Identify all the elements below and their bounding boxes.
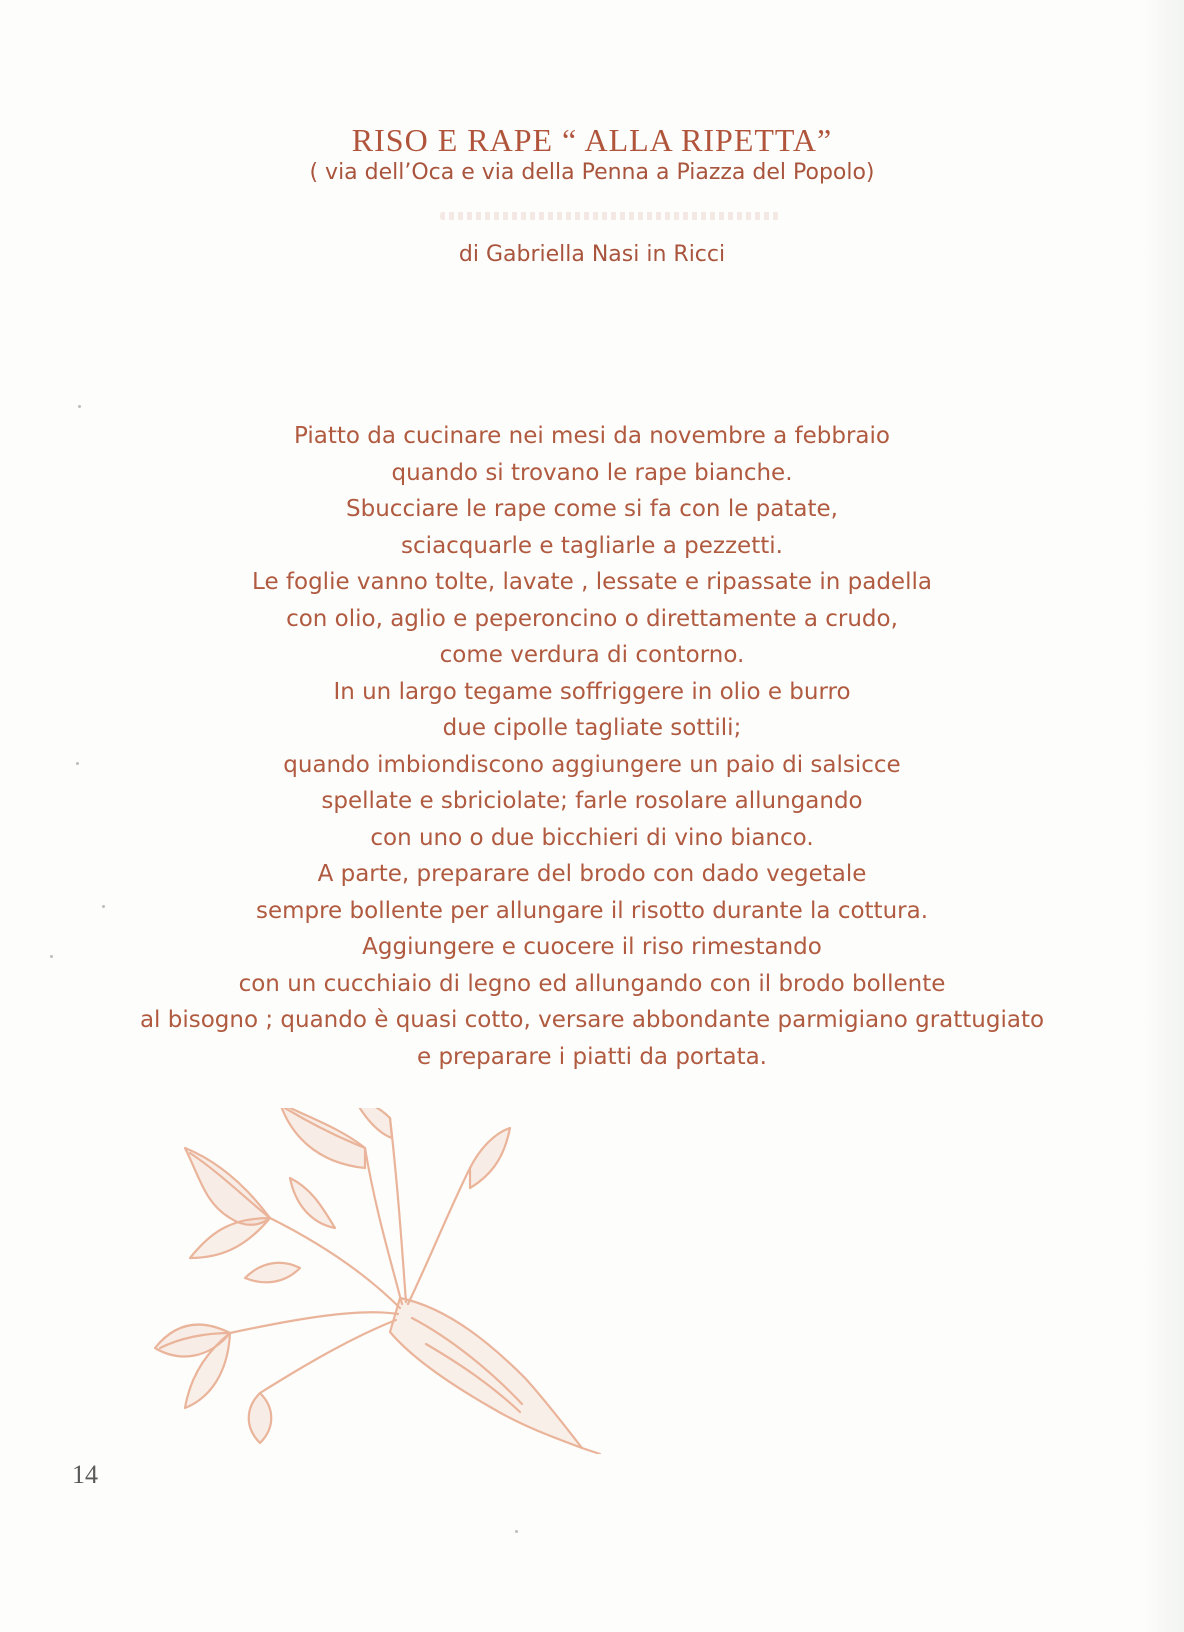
recipe-subtitle: ( via dell’Oca e via della Penna a Piazza del Popolo) (309, 160, 875, 185)
body-line: con olio, aglio e peperoncino o direttamente a crudo, (286, 605, 898, 632)
body-line: come verdura di contorno. (439, 642, 745, 668)
body-line: Piatto da cucinare nei mesi da novembre a febbraio (294, 423, 890, 449)
body-line: e preparare i piatti da portata. (416, 1043, 767, 1070)
body-line: Aggiungere e cuocere il riso rimestando (362, 934, 822, 960)
recipe-title: RISO E RAPE “ ALLA RIPETTA” (351, 122, 833, 158)
body-line: A parte, preparare del brodo con dado vegetale (317, 861, 867, 887)
body-line: spellate e sbriciolate; farle rosolare allungando (321, 788, 863, 814)
body-line: due cipolle tagliate sottili; (442, 715, 742, 741)
recipe-author: di Gabriella Nasi in Ricci (458, 242, 726, 267)
scan-speck (515, 1530, 518, 1533)
scan-speck (78, 405, 81, 408)
scan-speck (102, 905, 105, 908)
turnip-illustration-icon (150, 1108, 610, 1454)
body-line: al bisogno ; quando è quasi cotto, versare abbondante parmigiano grattugiato (139, 1007, 1045, 1033)
recipe-body (0, 418, 1184, 1075)
body-line: Le foglie vanno tolte, lavate , lessate e ripassate in padella (252, 569, 932, 595)
body-line: con un cucchiaio di legno ed allungando con il brodo bollente (238, 970, 946, 997)
body-line: Sbucciare le rape come si fa con le patate, (346, 496, 838, 522)
page-number: 14 (72, 1460, 98, 1489)
bleed-through-mark (440, 212, 780, 220)
body-line: sempre bollente per allungare il risotto durante la cottura. (255, 897, 929, 924)
body-line: In un largo tegame soffriggere in olio e burro (333, 678, 851, 705)
body-line: quando imbiondiscono aggiungere un paio di salsicce (283, 751, 901, 778)
body-line: con uno o due bicchieri di vino bianco. (370, 824, 814, 851)
scan-speck (76, 762, 79, 765)
body-line: sciacquarle e tagliarle a pezzetti. (401, 532, 783, 559)
body-line: quando si trovano le rape bianche. (391, 459, 793, 486)
scan-speck (50, 955, 53, 958)
